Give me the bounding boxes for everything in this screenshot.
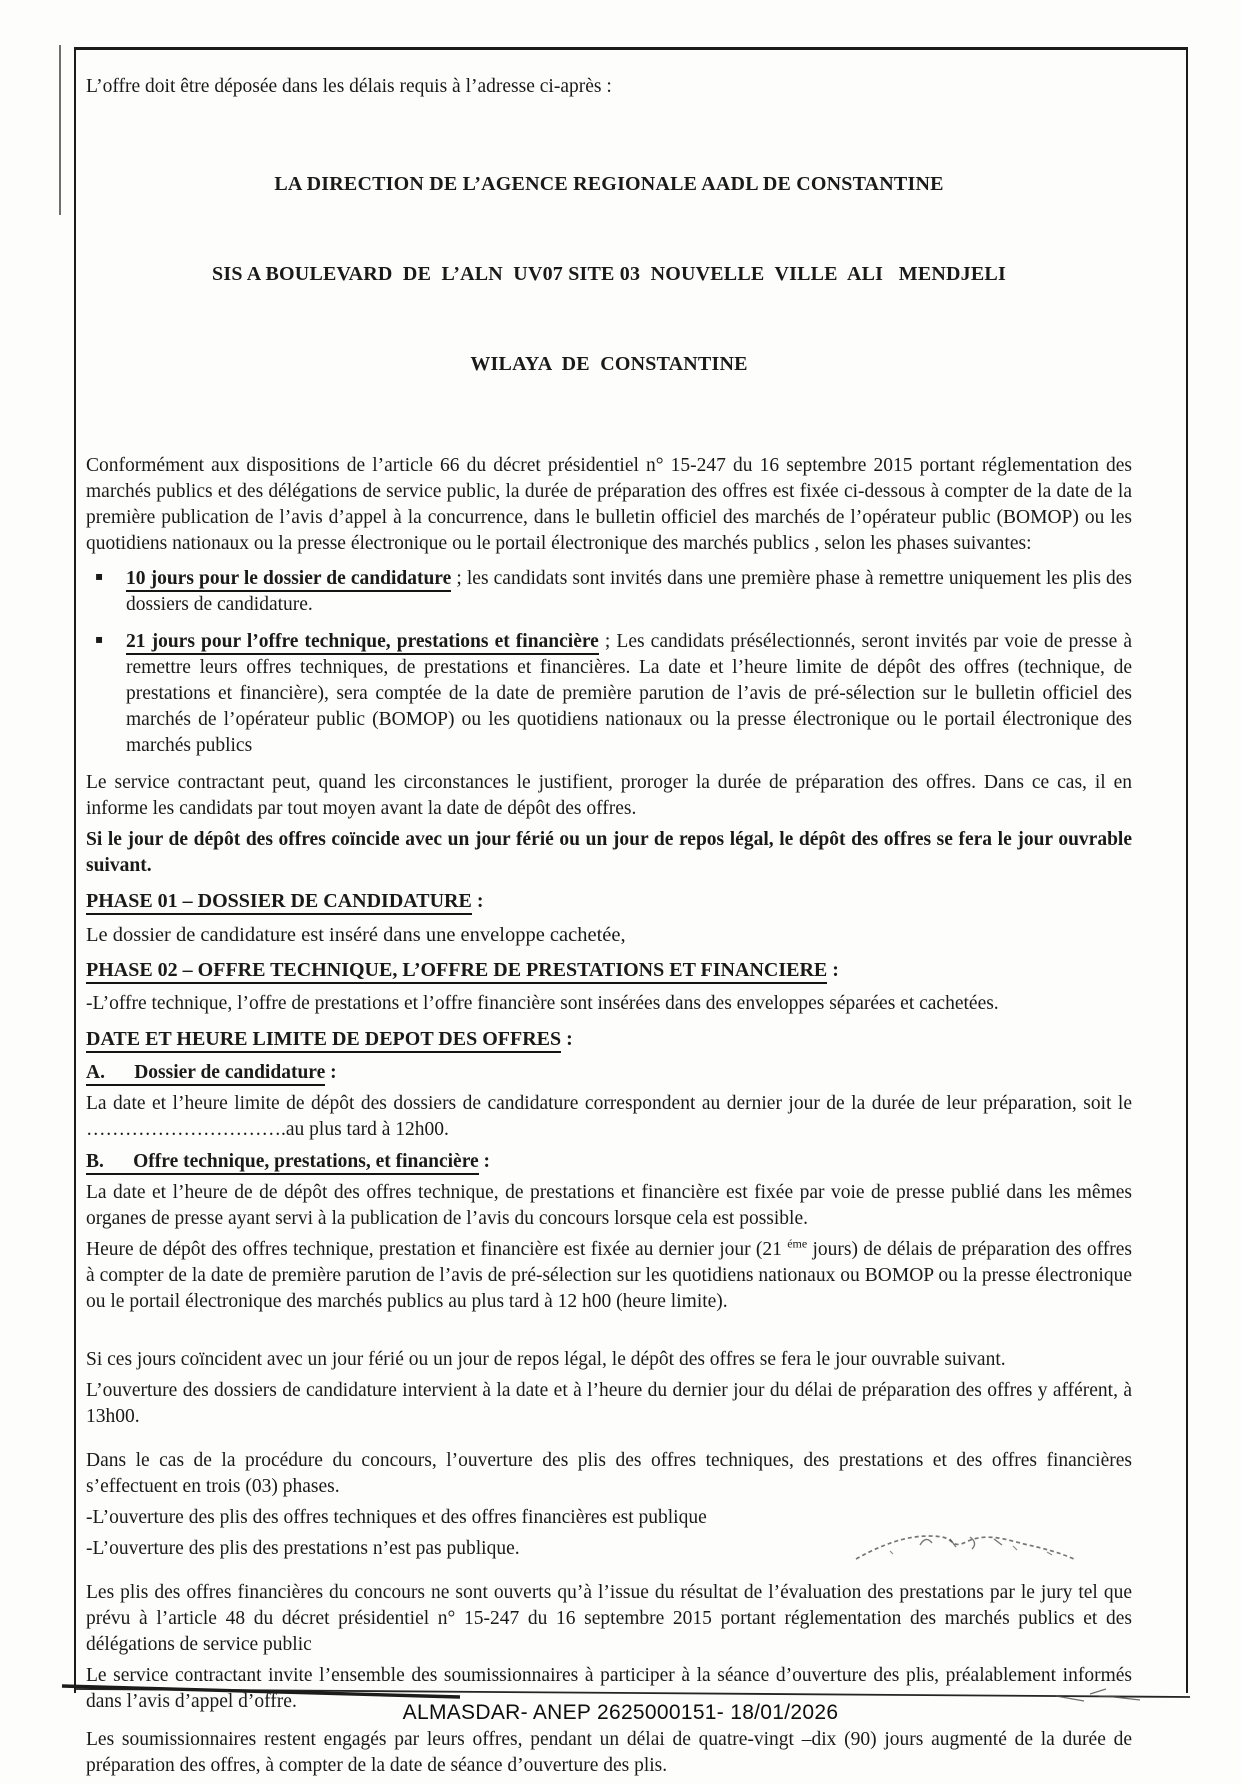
text-segment: Le dossier de candidature est inséré dans une enveloppe cachetée,	[86, 924, 626, 946]
text-segment: Conformément aux dispositions de l’article 66 du décret présidentiel n° 15-247 du 16 septembre 2015 portant réglementation des marchés publics et des délégations de service public, la durée de préparation des offres est fixée ci-dessous à compter de la date de la première publication de l’avis d’appel à la concurrence, dans le bulletin officiel des marchés de l’opérateur public (BOMOP) ou les quotidiens nationaux ou la presse électronique ou le portail électronique des marchés publics , selon les phases suivantes:	[86, 455, 1132, 554]
paragraph-phase-01	[86, 922, 1132, 948]
text-segment: -L’ouverture des plis des prestations n’est pas publique.	[86, 1538, 520, 1559]
publication-footer: ALMASDAR- ANEP 2625000151- 18/01/2026	[402, 1701, 839, 1724]
bullet-square-icon: ▪	[95, 569, 104, 583]
document-blocks	[86, 453, 1132, 1779]
text-segment: ; Les candidats présélectionnés, seront invités par voie de presse à remettre leurs offres techniques, de prestations et financières. La date et l’heure limite de dépôt des offres (technique, de prestations et financière), sera comptée de la date de première parution de l’avis de pré-sélection sur le bulletin officiel des marchés de l’opérateur public (BOMOP) ou les quotidiens nationaux ou la presse électronique ou le portail électronique des marchés publics	[126, 631, 1132, 756]
bullet-text	[126, 568, 1132, 615]
underlined-lead-text: PHASE 02 – OFFRE TECHNIQUE, L’OFFRE DE PRESTATIONS ET FINANCIERE	[86, 959, 827, 984]
intro-line: L’offre doit être déposée dans les délais requis à l’adresse ci-après :	[86, 76, 612, 97]
address-line-3: WILAYA DE CONSTANTINE	[470, 353, 748, 375]
bullet-text	[126, 631, 1132, 756]
address-line-2: SIS A BOULEVARD DE L’ALN UV07 SITE 03 NOUVELLE VILLE ALI MENDJELI	[212, 263, 1006, 285]
underlined-lead-text: A. Dossier de candidature	[86, 1062, 325, 1086]
address-line-1: LA DIRECTION DE L’AGENCE REGIONALE AADL DE CONSTANTINE	[274, 173, 944, 195]
address-block	[86, 109, 1132, 439]
paragraph-date-offres	[86, 1180, 1132, 1232]
paragraph-ouverture-dossiers	[86, 1378, 1132, 1430]
bullet-square-icon: ▪	[95, 632, 104, 646]
text-segment: :	[325, 1062, 337, 1083]
text-segment: :	[827, 959, 839, 981]
heading-phase-02	[86, 957, 1132, 983]
text-segment: Si ces jours coïncident avec un jour férié ou un jour de repos légal, le dépôt des offres se fera le jour ouvrable suivant.	[86, 1349, 1006, 1370]
underlined-lead-text: 10 jours pour le dossier de candidature	[126, 568, 451, 592]
text-segment: Dans le cas de la procédure du concours, l’ouverture des plis des offres techniques, des prestations et des offres financières s’effectuent en trois (03) phases.	[86, 1450, 1132, 1497]
paragraph-procedure-concours	[86, 1448, 1132, 1500]
text-segment: Le service contractant peut, quand les circonstances le justifient, proroger la durée de préparation des offres. Dans ce cas, il en informe les candidats par tout moyen avant la date de dépôt des offres.	[86, 772, 1132, 819]
paragraph-date-candidature	[86, 1091, 1132, 1143]
paragraph-engagement-90-jours	[86, 1727, 1132, 1779]
paragraph-prorogation	[86, 770, 1132, 822]
handwritten-annotation	[850, 1515, 1090, 1575]
text-segment: Heure de dépôt des offres technique, prestation et financière est fixée au dernier jour (21	[86, 1239, 788, 1260]
text-segment: ; les candidats sont invités dans une première phase à remettre uniquement les plis des dossiers de candidature.	[126, 568, 1133, 615]
paragraph-jour-ferie	[86, 827, 1132, 879]
paragraph-phase-02	[86, 991, 1132, 1017]
subheading-a-dossier-candidature	[86, 1060, 1132, 1086]
text-segment: :	[561, 1028, 573, 1050]
text-segment: éme	[787, 1236, 808, 1251]
text-segment: jours) de délais de préparation des offres à compter de la date de première parution de l’avis de pré-sélection sur les quotidiens nationaux ou BOMOP ou la presse électronique ou le portail électronique des marchés publics au plus tard à 12 h00 (heure limite).	[86, 1239, 1132, 1312]
underlined-lead-text: B. Offre technique, prestations, et financière	[86, 1151, 479, 1175]
text-segment: Les plis des offres financières du concours ne sont ouverts qu’à l’issue du résultat de l’évaluation des prestations par le jury tel que prévu à l’article 48 du décret présidentiel n° 15-247 du 16 septembre 2015 portant réglementation des marchés publics et des délégations de service public	[86, 1582, 1132, 1655]
text-segment: La date et l’heure de de dépôt des offres technique, de prestations et financière est fixée par voie de presse publié dans les mêmes organes de presse ayant servi à la publication de l’avis du concours lorsque cela est possible.	[86, 1182, 1132, 1229]
scan-artifact-line	[59, 45, 61, 215]
bullet-21-jours	[86, 629, 1132, 759]
subheading-b-offre-technique	[86, 1149, 1132, 1175]
paragraph-jours-coincident	[86, 1347, 1132, 1373]
text-segment: Les soumissionnaires restent engagés par leurs offres, pendant un délai de quatre-vingt –dix (90) jours augmenté de la durée de préparation des offres, à compter de la date de séance d’ouverture des plis.	[86, 1729, 1132, 1776]
text-segment: -L’ouverture des plis des offres techniques et des offres financières est publique	[86, 1507, 707, 1528]
text-segment: Le service contractant invite l’ensemble des soumissionnaires à participer à la séance d’ouverture des plis, préalablement informés dans l’avis d’appel d’offre.	[86, 1665, 1132, 1712]
paragraph-preparation-duree	[86, 453, 1132, 557]
heading-date-heure-limite	[86, 1026, 1132, 1052]
text-segment: :	[471, 890, 484, 912]
underlined-lead-text: DATE ET HEURE LIMITE DE DEPOT DES OFFRES	[86, 1028, 561, 1053]
text-segment: L’ouverture des dossiers de candidature intervient à la date et à l’heure du dernier jour du délai de préparation des offres y afférent, à 13h00.	[86, 1380, 1132, 1427]
text-segment: :	[478, 1151, 491, 1172]
heading-phase-01	[86, 888, 1132, 914]
paragraph-heure-depot	[86, 1237, 1132, 1315]
text-segment: La date et l’heure limite de dépôt des dossiers de candidature correspondent au dernier jour de la durée de leur préparation, soit le ………………………….au plus tard à 12h00.	[86, 1093, 1132, 1140]
text-segment: Si le jour de dépôt des offres coïncide avec un jour férié ou un jour de repos légal, le dépôt des offres se fera le jour ouvrable suivant.	[86, 829, 1132, 876]
paragraph-plis-financieres	[86, 1580, 1132, 1658]
underlined-lead-text: 21 jours pour l’offre technique, prestations et financière	[126, 631, 599, 655]
bullet-10-jours	[86, 566, 1132, 618]
text-segment: -L’offre technique, l’offre de prestations et l’offre financière sont insérées dans des enveloppes séparées et cachetées.	[86, 993, 999, 1014]
underlined-lead-text: PHASE 01 – DOSSIER DE CANDIDATURE	[86, 890, 472, 915]
